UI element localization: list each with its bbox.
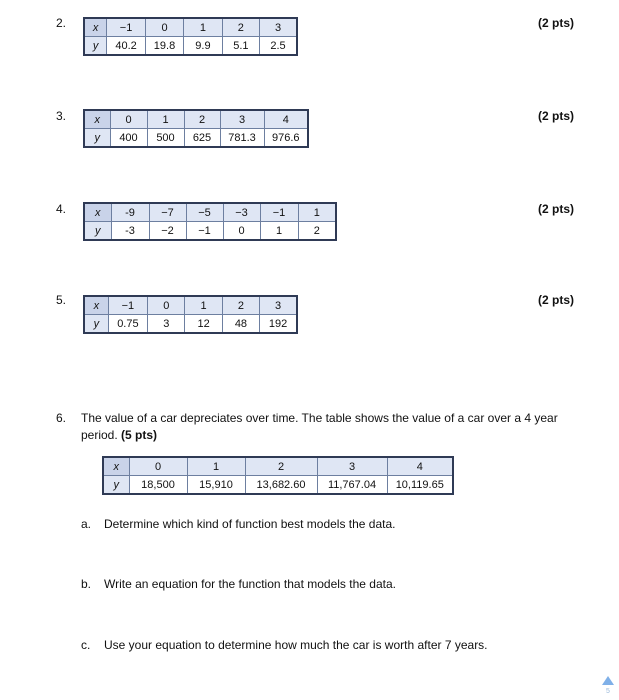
y-cell: 48 [222,315,259,334]
x-header: x [103,457,129,476]
x-header: x [84,18,107,37]
x-cell: 1 [184,18,222,37]
y-cell: 1 [260,222,298,241]
y-cell: 3 [148,315,185,334]
page-number: 5 [606,688,610,695]
part-a-letter: a. [81,517,92,531]
problem-4-points: (2 pts) [538,202,574,216]
table-y-row [84,129,308,148]
y-header: y [84,37,107,56]
table-x-row [84,296,297,315]
y-cell: 12 [185,315,222,334]
y-cell: 625 [184,129,220,148]
x-cell: −1 [107,18,145,37]
y-cell: −2 [149,222,186,241]
problem-5-number: 5. [56,293,67,307]
y-cell: 40.2 [107,37,145,56]
x-cell: 4 [387,457,453,476]
x-header: x [84,110,110,129]
x-cell: −1 [260,203,298,222]
y-cell: 192 [260,315,297,334]
y-cell: 0.75 [108,315,147,334]
y-cell: −1 [186,222,223,241]
x-cell: 4 [264,110,308,129]
problem-4-table [83,202,337,241]
table-y-row [84,222,336,241]
x-cell: 2 [245,457,317,476]
table-y-row [84,315,297,334]
x-cell: 3 [260,18,297,37]
x-cell: −7 [149,203,186,222]
y-cell: 5.1 [222,37,259,56]
y-cell: 13,682.60 [245,476,317,495]
problem-2-number: 2. [56,16,67,30]
part-c-text: Use your equation to determine how much the car is worth after 7 years. [104,638,488,652]
x-cell: 0 [129,457,187,476]
part-c-letter: c. [81,638,91,652]
x-cell: 2 [222,18,259,37]
y-cell: 11,767.04 [317,476,387,495]
x-cell: 0 [110,110,147,129]
x-cell: 3 [220,110,264,129]
y-cell: 976.6 [264,129,308,148]
table-x-row [84,18,297,37]
problem-6-prompt [81,410,581,444]
table-y-row [103,476,453,495]
y-cell: 15,910 [187,476,245,495]
table-x-row [84,110,308,129]
problem-5-table [83,295,298,334]
table-x-row [84,203,336,222]
y-cell: 10,119.65 [387,476,453,495]
y-header: y [84,315,108,334]
problem-3-points: (2 pts) [538,109,574,123]
x-cell: 1 [147,110,184,129]
y-cell: 19.8 [145,37,183,56]
problem-6-points: (5 pts) [121,428,158,442]
y-cell: 18,500 [129,476,187,495]
y-cell: 500 [147,129,184,148]
problem-4-number: 4. [56,202,67,216]
x-cell: −5 [186,203,223,222]
x-cell: −3 [223,203,260,222]
x-cell: 1 [185,296,222,315]
x-cell: 2 [184,110,220,129]
x-cell: 2 [222,296,259,315]
part-a-text: Determine which kind of function best models the data. [104,517,396,531]
y-cell: 0 [223,222,260,241]
page-up-icon[interactable] [602,676,614,685]
y-cell: -3 [111,222,149,241]
y-cell: 9.9 [184,37,222,56]
table-y-row [84,37,297,56]
x-cell: −1 [108,296,147,315]
y-header: y [84,129,110,148]
x-cell: 1 [187,457,245,476]
problem-2-points: (2 pts) [538,16,574,30]
problem-3-table [83,109,309,148]
y-cell: 2 [298,222,336,241]
y-cell: 400 [110,129,147,148]
problem-6-number: 6. [56,411,67,425]
x-cell: 0 [148,296,185,315]
y-cell: 2.5 [260,37,297,56]
problem-6-table [102,456,454,495]
problem-5-points: (2 pts) [538,293,574,307]
problem-2-table [83,17,298,56]
x-cell: 0 [145,18,183,37]
x-cell: 1 [298,203,336,222]
x-header: x [84,296,108,315]
y-cell: 781.3 [220,129,264,148]
x-cell: 3 [260,296,297,315]
x-header: x [84,203,111,222]
table-x-row [103,457,453,476]
part-b-text: Write an equation for the function that models the data. [104,577,396,591]
x-cell: 3 [317,457,387,476]
problem-3-number: 3. [56,109,67,123]
problem-6-text: The value of a car depreciates over time. The table shows the value of a car over a 4 year period. [81,411,558,442]
y-header: y [84,222,111,241]
x-cell: -9 [111,203,149,222]
part-b-letter: b. [81,577,92,591]
y-header: y [103,476,129,495]
